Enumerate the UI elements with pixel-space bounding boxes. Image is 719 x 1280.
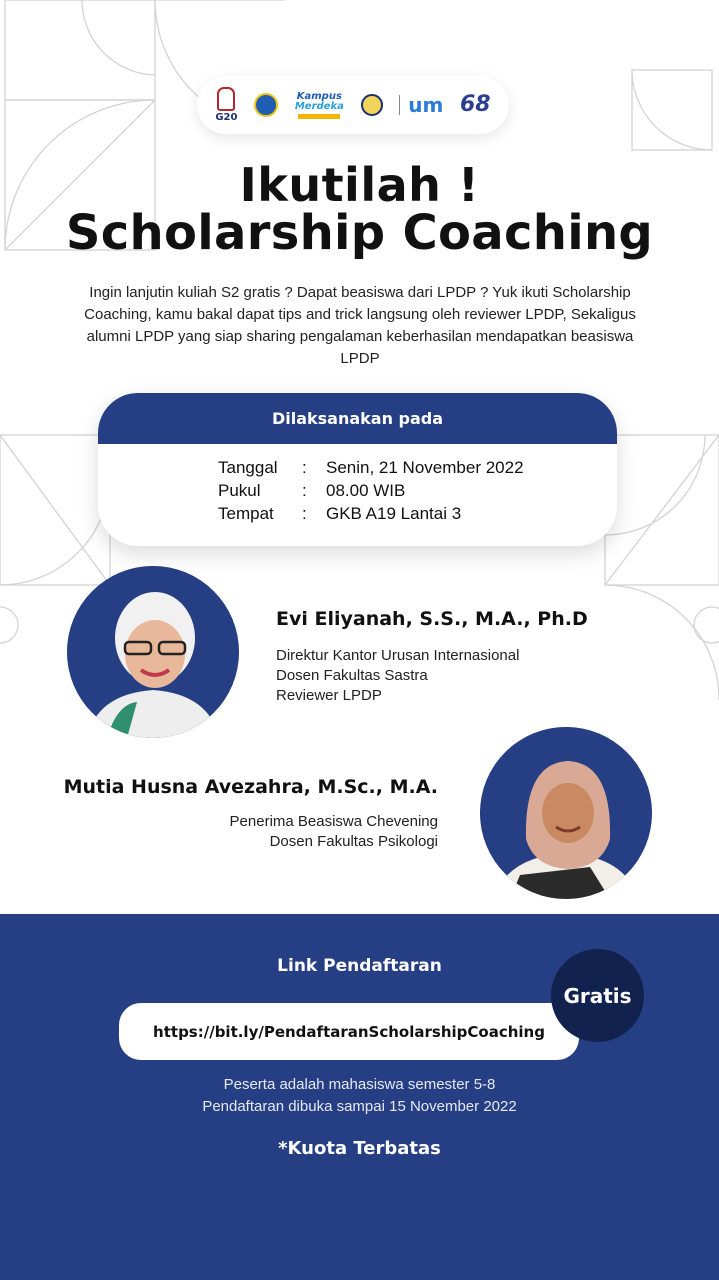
free-badge: Gratis <box>551 949 644 1042</box>
speaker-photo-1 <box>67 566 239 738</box>
speaker-2-name: Mutia Husna Avezahra, M.Sc., M.A. <box>63 776 438 798</box>
event-heading: Dilaksanakan pada <box>98 393 617 444</box>
um-logo: um <box>399 95 443 115</box>
event-row-date: Tanggal : Senin, 21 November 2022 <box>218 458 524 477</box>
tut-wuri-handayani-logo <box>254 93 278 117</box>
event-row-time: Pukul : 08.00 WIB <box>218 481 406 500</box>
speaker-portrait-icon <box>480 727 652 899</box>
speaker-1-roles: Direktur Kantor Urusan Internasional Dosen Fakultas Sastra Reviewer LPDP <box>276 647 520 704</box>
page-title-line1: Ikutilah ! <box>239 158 480 212</box>
event-card <box>98 393 617 546</box>
university-seal-logo <box>361 94 383 116</box>
partner-logos <box>197 76 509 134</box>
g20-mark-icon <box>217 87 235 111</box>
quota-note: *Kuota Terbatas <box>278 1138 441 1159</box>
page-title-line2: Scholarship Coaching <box>65 205 654 261</box>
dies-natalis-logo: 68 <box>460 92 491 117</box>
kampus-merdeka-logo: Kampus Merdeka <box>295 92 344 119</box>
g20-logo: G20 <box>215 87 237 123</box>
registration-link[interactable]: https://bit.ly/PendaftaranScholarshipCoaching <box>119 1003 579 1060</box>
speaker-portrait-icon <box>67 566 239 738</box>
event-details <box>218 456 524 525</box>
speaker-photo-2 <box>480 727 652 899</box>
speaker-2-roles: Penerima Beasiswa Chevening Dosen Fakultas Psikologi <box>229 813 438 850</box>
registration-title: Link Pendaftaran <box>277 956 442 976</box>
intro-text: Ingin lanjutin kuliah S2 gratis ? Dapat beasiswa dari LPDP ? Yuk ikuti Scholarship Coaching, kamu bakal dapat tips and trick langsung oleh reviewer LPDP, Sekaligus alumni LPDP yang siap sharing pengalaman keberhasilan mendapatkan beasiswa LPDP <box>84 284 636 367</box>
registration-notes: Peserta adalah mahasiswa semester 5-8 Pendaftaran dibuka sampai 15 November 2022 <box>202 1076 517 1115</box>
speaker-1-name: Evi Eliyanah, S.S., M.A., Ph.D <box>276 608 588 630</box>
event-row-place: Tempat : GKB A19 Lantai 3 <box>218 504 462 523</box>
